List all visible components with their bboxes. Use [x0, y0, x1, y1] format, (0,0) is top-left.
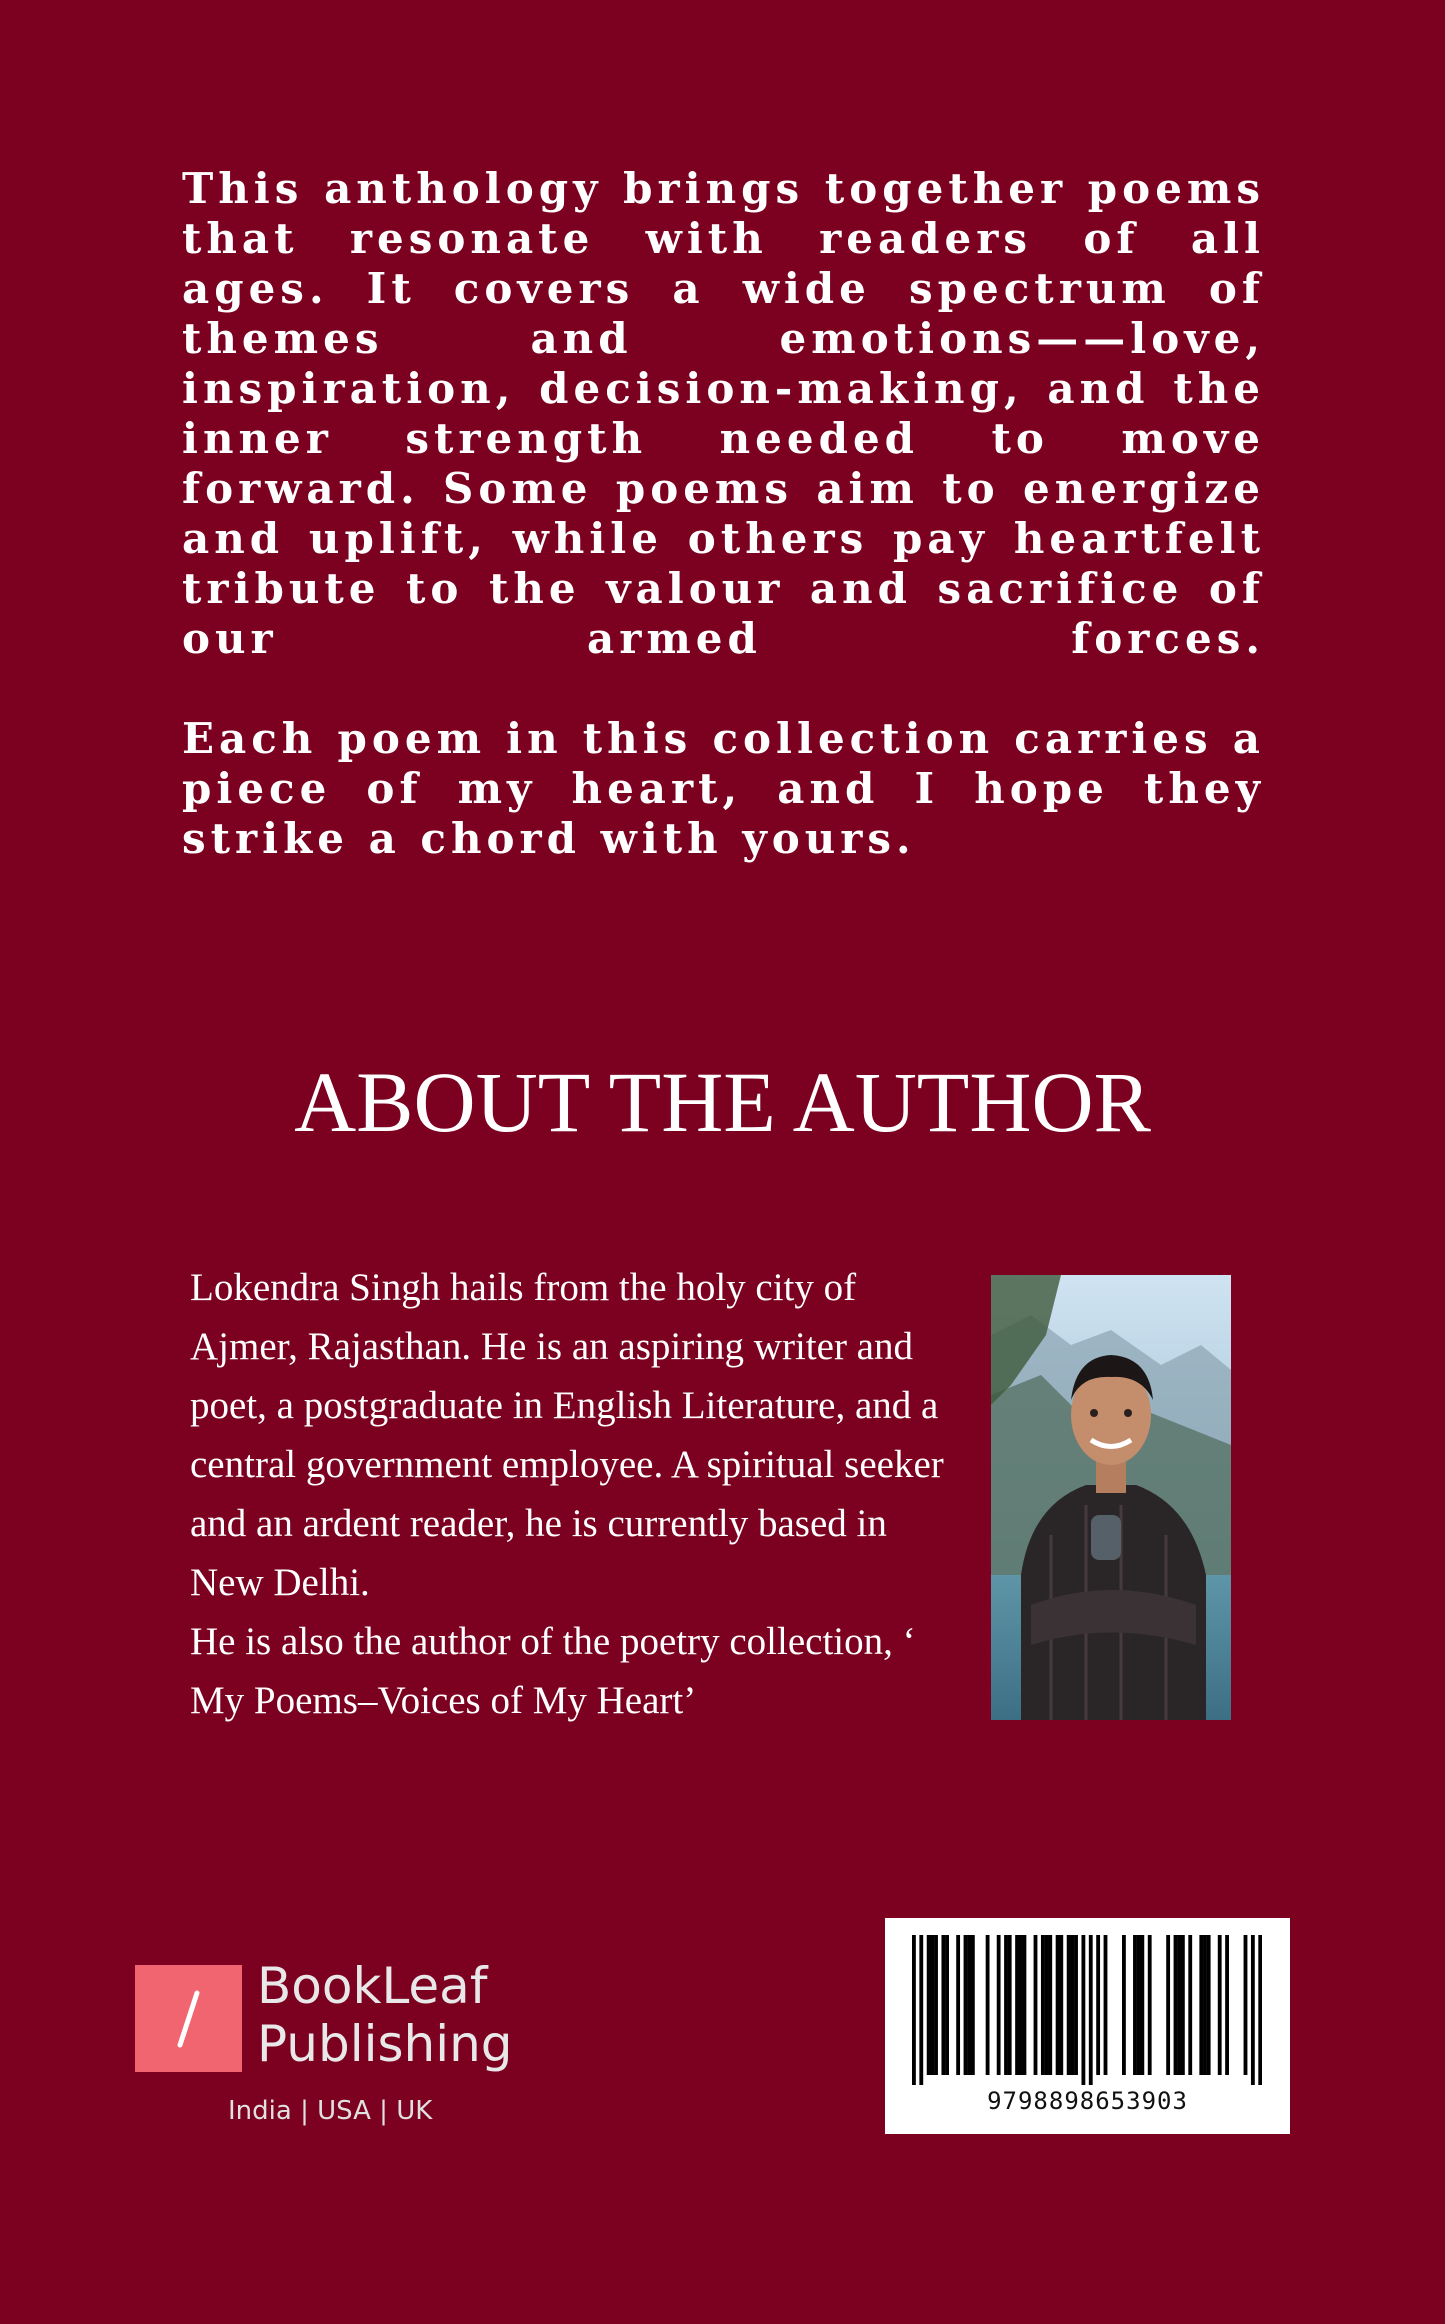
barcode-bar	[956, 1935, 960, 2075]
barcode-bar	[1059, 1935, 1063, 2075]
isbn-barcode	[885, 1918, 1290, 2134]
publisher-name-line2: Publishing	[257, 2015, 513, 2073]
barcode-bar	[1177, 1935, 1181, 2075]
barcode-bar	[1137, 1935, 1141, 2075]
barcode-bar	[1203, 1935, 1207, 2075]
barcode-bar	[1056, 1935, 1060, 2075]
barcode-bar	[1045, 1935, 1049, 2075]
author-other-work: He is also the author of the poetry collection, ‘ My Poems–Voices of My Heart’	[190, 1620, 916, 1722]
barcode-bar	[1258, 1935, 1262, 2085]
barcode-bar	[967, 1935, 971, 2075]
barcode-bar	[1188, 1935, 1192, 2075]
barcode-bar	[1207, 1935, 1211, 2075]
barcode-bar	[1067, 1935, 1071, 2075]
barcode-bar	[934, 1935, 938, 2075]
barcode-bar	[930, 1935, 934, 2075]
publisher-logo-mark	[135, 1965, 242, 2072]
barcode-bar	[1122, 1935, 1126, 2075]
barcode-bar	[1081, 1935, 1085, 2085]
barcode-bar	[1074, 1935, 1078, 2075]
publisher-logo	[135, 1957, 555, 2135]
barcode-bars	[912, 1935, 1262, 2085]
barcode-bar	[912, 1935, 916, 2085]
barcode-bar	[1181, 1935, 1185, 2075]
barcode-bar	[1089, 1935, 1093, 2085]
barcode-bar	[1199, 1935, 1203, 2075]
barcode-bar	[1041, 1935, 1045, 2075]
author-photo	[991, 1275, 1231, 1720]
barcode-bar	[1096, 1935, 1100, 2075]
barcode-bar	[1019, 1935, 1023, 2075]
about-author-heading: ABOUT THE AUTHOR	[294, 1054, 1151, 1150]
author-bio-text: Lokendra Singh hails from the holy city of Ajmer, Rajasthan. He is an aspiring writer and poet, a postgraduate in English Literature, and a central government employee. A spiritual seeker and an ardent reader, he is currently based in New Delhi.	[190, 1266, 944, 1604]
barcode-bar	[1015, 1935, 1019, 2075]
blurb	[182, 164, 1265, 864]
barcode-bar	[1166, 1935, 1170, 2075]
barcode-bar	[1140, 1935, 1144, 2075]
barcode-bar	[997, 1935, 1001, 2075]
barcode-bar	[1244, 1935, 1248, 2075]
barcode-bar	[1225, 1935, 1229, 2075]
isbn-number: 9798898653903	[987, 2087, 1188, 2115]
barcode-bar	[1008, 1935, 1012, 2075]
barcode-bar	[1023, 1935, 1027, 2075]
barcode-bar	[1070, 1935, 1074, 2075]
barcode-bar	[1218, 1935, 1222, 2075]
barcode-bar	[1251, 1935, 1255, 2085]
barcode-bar	[1034, 1935, 1038, 2075]
barcode-bar	[927, 1935, 931, 2075]
publisher-name-line1: BookLeaf	[257, 1957, 488, 2015]
barcode-bar	[964, 1935, 968, 2075]
barcode-bar	[941, 1935, 945, 2075]
barcode-bar	[971, 1935, 975, 2075]
barcode-bar	[1133, 1935, 1137, 2075]
barcode-bar	[1104, 1935, 1108, 2075]
barcode-bar	[986, 1935, 990, 2075]
blurb-paragraph-1: This anthology brings together poems that resonate with readers of all ages. It covers a wide spectrum of themes and emotions——love, inspiration, decision-making, and the inner strength needed to move forward. Some poems aim to energize and uplift, while others pay heartfelt tribute to the valour and sacrifice of our armed forces.	[182, 164, 1265, 663]
barcode-bar	[945, 1935, 949, 2075]
barcode-bar	[1148, 1935, 1152, 2075]
barcode-bar	[919, 1935, 923, 2085]
blurb-paragraph-2: Each poem in this collection carries a piece of my heart, and I hope they strike a chord with yours.	[182, 714, 1265, 863]
barcode-bar	[1004, 1935, 1008, 2075]
barcode-bar	[1174, 1935, 1178, 2075]
barcode-bar	[1048, 1935, 1052, 2075]
publisher-name	[257, 1957, 513, 2073]
publisher-regions: India | USA | UK	[228, 2096, 433, 2126]
author-bio	[190, 1258, 970, 1730]
